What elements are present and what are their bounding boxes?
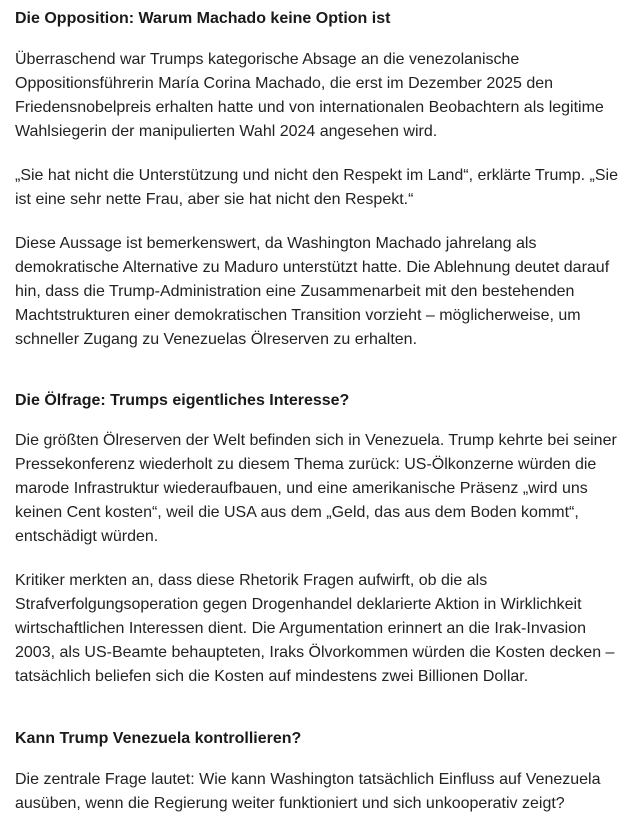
text-line: entschädigt würden.	[15, 528, 159, 545]
text-line: Wahlsiegerin der manipulierten Wahl 2024 angesehen wird.	[15, 123, 438, 140]
text-line: wirtschaftlichen Interessen dient. Die Argumentation erinnert an die Irak-Invasion	[15, 620, 586, 637]
text-line: Die größten Ölreserven der Welt befinden sich in Venezuela. Trump kehrte bei seiner	[15, 432, 617, 449]
text-line: Machtstrukturen einer demokratischen Transition vorzieht – möglicherweise, um	[15, 307, 581, 324]
paragraph-machado-rejection	[15, 48, 620, 144]
paragraph-oil-reserves	[15, 429, 620, 549]
text-line: demokratische Alternative zu Maduro unterstützt hatte. Die Ablehnung deutet darauf	[15, 259, 610, 276]
text-line: Die zentrale Frage lautet: Wie kann Washington tatsächlich Einfluss auf Venezuela	[15, 771, 601, 788]
section-heading-opposition: Die Opposition: Warum Machado keine Option ist	[15, 10, 391, 27]
paragraph-central-question	[15, 768, 620, 816]
section-heading-control: Kann Trump Venezuela kontrollieren?	[15, 730, 302, 747]
text-line: marode Infrastruktur wiederaufbauen, und eine amerikanische Präsenz „wird uns	[15, 480, 588, 497]
text-line: „Sie hat nicht die Unterstützung und nicht den Respekt im Land“, erklärte Trump. „Sie	[15, 167, 618, 184]
text-line: ist eine sehr nette Frau, aber sie hat nicht den Respekt.“	[15, 191, 414, 208]
text-line: ausüben, wenn die Regierung weiter funktioniert und sich unkooperativ zeigt?	[15, 795, 565, 812]
text-line: hin, dass die Trump-Administration eine Zusammenarbeit mit den bestehenden	[15, 283, 575, 300]
text-line: Oppositionsführerin María Corina Machado, die erst im Dezember 2025 den	[15, 75, 554, 92]
text-line: Kritiker merkten an, dass diese Rhetorik Fragen aufwirft, ob die als	[15, 572, 488, 589]
paragraph-washington-support	[15, 232, 620, 352]
section-heading-oil: Die Ölfrage: Trumps eigentliches Interesse?	[15, 392, 350, 409]
text-line: Überraschend war Trumps kategorische Absage an die venezolanische	[15, 51, 520, 68]
text-line: keinen Cent kosten“, weil die USA aus dem „Geld, das aus dem Boden kommt“,	[15, 504, 579, 521]
paragraph-critics	[15, 569, 620, 689]
paragraph-trump-quote	[15, 164, 620, 212]
text-line: Pressekonferenz wiederholt zu diesem Thema zurück: US-Ölkonzerne würden die	[15, 456, 597, 473]
text-line: schneller Zugang zu Venezuelas Ölreserven zu erhalten.	[15, 331, 418, 348]
text-line: tatsächlich beliefen sich die Kosten auf mindestens zwei Billionen Dollar.	[15, 668, 529, 685]
text-line: Diese Aussage ist bemerkenswert, da Washington Machado jahrelang als	[15, 235, 537, 252]
text-line: Friedensnobelpreis erhalten hatte und von internationalen Beobachtern als legitime	[15, 99, 604, 116]
text-line: 2003, als US-Beamte behaupteten, Iraks Ölvorkommen würden die Kosten decken –	[15, 644, 615, 661]
text-line: Strafverfolgungsoperation gegen Drogenhandel deklarierte Aktion in Wirklichkeit	[15, 596, 582, 613]
